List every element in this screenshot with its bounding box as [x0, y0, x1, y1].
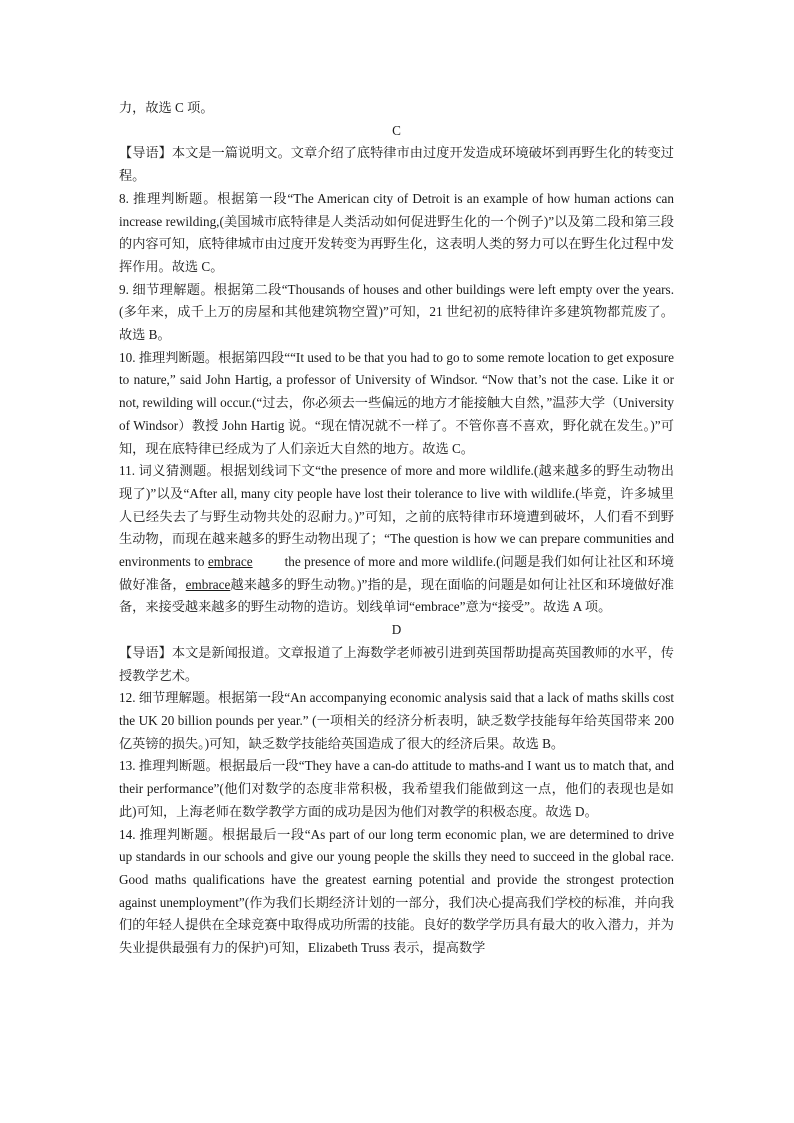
answer-q13: 13. 推理判断题。根据最后一段“They have a can-do attitude to maths-and I want us to match that, and their performance”(他们对数学的态度非常积极，我希望我们能做到这一点，他们的表现也是如此)可知，上海老师在数学教学方面的成功是因为他们对教学的积极态度。故选 D。: [119, 758, 674, 819]
answer-q14: 14. 推理判断题。根据最后一段“As part of our long term economic plan, we are determined to drive up standards in our schools and give our young people the skills they need to succeed in the global race. Good maths qualifications have the greatest earning potential and provide the strongest protection against unemployment”(作为我们长期经济计划的一部分，我们决心提高我们学校的标准，并向我们的年轻人提供在全球竞赛中取得成功所需的技能。良好的数学学历具有最大的收入潜力，并为失业提供最强有力的保护)可知，Elizabeth Truss 表示，提高数学: [119, 826, 674, 956]
answer-q11-part-a: 11. 词义猜测题。根据划线词下文“the presence of more and more wildlife.(越来越多的野生动物出现了)”以及“After all, many city people have lost their tolerance to live with wildlife.(毕竟，许多城里人已经失去了与野生动物共处的忍耐力。)”可知，之前的底特律市环境遭到破坏，人们看不到野生动物，而现在越来越多的野生动物出现了；“The question is how we can prepare communities and environments to: [119, 463, 674, 570]
section-d-heading: D: [391, 622, 402, 638]
section-c-intro: 【导语】本文是一篇说明文。文章介绍了底特律市由过度开发造成环境破坏到再野生化的转变过程。: [119, 145, 674, 184]
section-d-intro: 【导语】本文是新闻报道。文章报道了上海数学老师被引进到英国帮助提高英国教师的水平，传授教学艺术。: [119, 644, 674, 683]
answer-q8: 8. 推理判断题。根据第一段“The American city of Detroit is an example of how human actions can increase rewilding,(美国城市底特律是人类活动如何促进野生化的一个例子)”以及第二段和第三段的内容可知，底特律城市由过度开发转变为再野生化，这表明人类的努力可以在野生化过程中发挥作用。故选 C。: [119, 190, 674, 274]
answer-q12: 12. 细节理解题。根据第一段“An accompanying economic analysis said that a lack of maths skills cost the UK 20 billion pounds per year.” (一项相关的经济分析表明，缺乏数学技能每年给英国带来 200 亿英镑的损失。)可知，缺乏数学技能给英国造成了很大的经济后果。故选 B。: [119, 690, 674, 751]
answer-q11-part-b: the presence of more and more wildlife.(问题是我们如何让社区和环境做好准备，: [119, 554, 674, 592]
answer-q10: 10. 推理判断题。根据第四段““It used to be that you had to go to some remote location to get exposure to nature,” said John Hartig, a professor of University of Windsor. “Now that’s not the case. Like it or not, rewilding will occur.(“过去，你必须去一些偏远的地方才能接触大自然，”温莎大学（University of Windsor）教授 John Hartig 说。“现在情况就不一样了。不管你喜不喜欢，野化就在发生。)”可知，现在底特律已经成为了人们亲近大自然的地方。故选 C。: [119, 349, 674, 456]
paragraph-continuation: 力，故选 C 项。: [119, 100, 214, 115]
document-body: [119, 97, 674, 960]
section-c-heading: C: [392, 122, 401, 138]
underlined-word: embrace: [207, 554, 253, 570]
answer-q9: 9. 细节理解题。根据第二段“Thousands of houses and other buildings were left empty over the years.(多年来，成千上万的房屋和其他建筑物空置)”可知，21 世纪初的底特律许多建筑物都荒废了。故选 B。: [119, 281, 674, 343]
answer-q11-part-c: 越来越多的野生动物。)”指的是，现在面临的问题是如何让社区和环境做好准备，来接受越来越多的野生动物的造访。划线单词“embrace”意为“接受”。故选 A 项。: [119, 576, 674, 615]
underlined-word-cn: embrace: [185, 576, 231, 592]
answer-q11: [119, 460, 674, 619]
